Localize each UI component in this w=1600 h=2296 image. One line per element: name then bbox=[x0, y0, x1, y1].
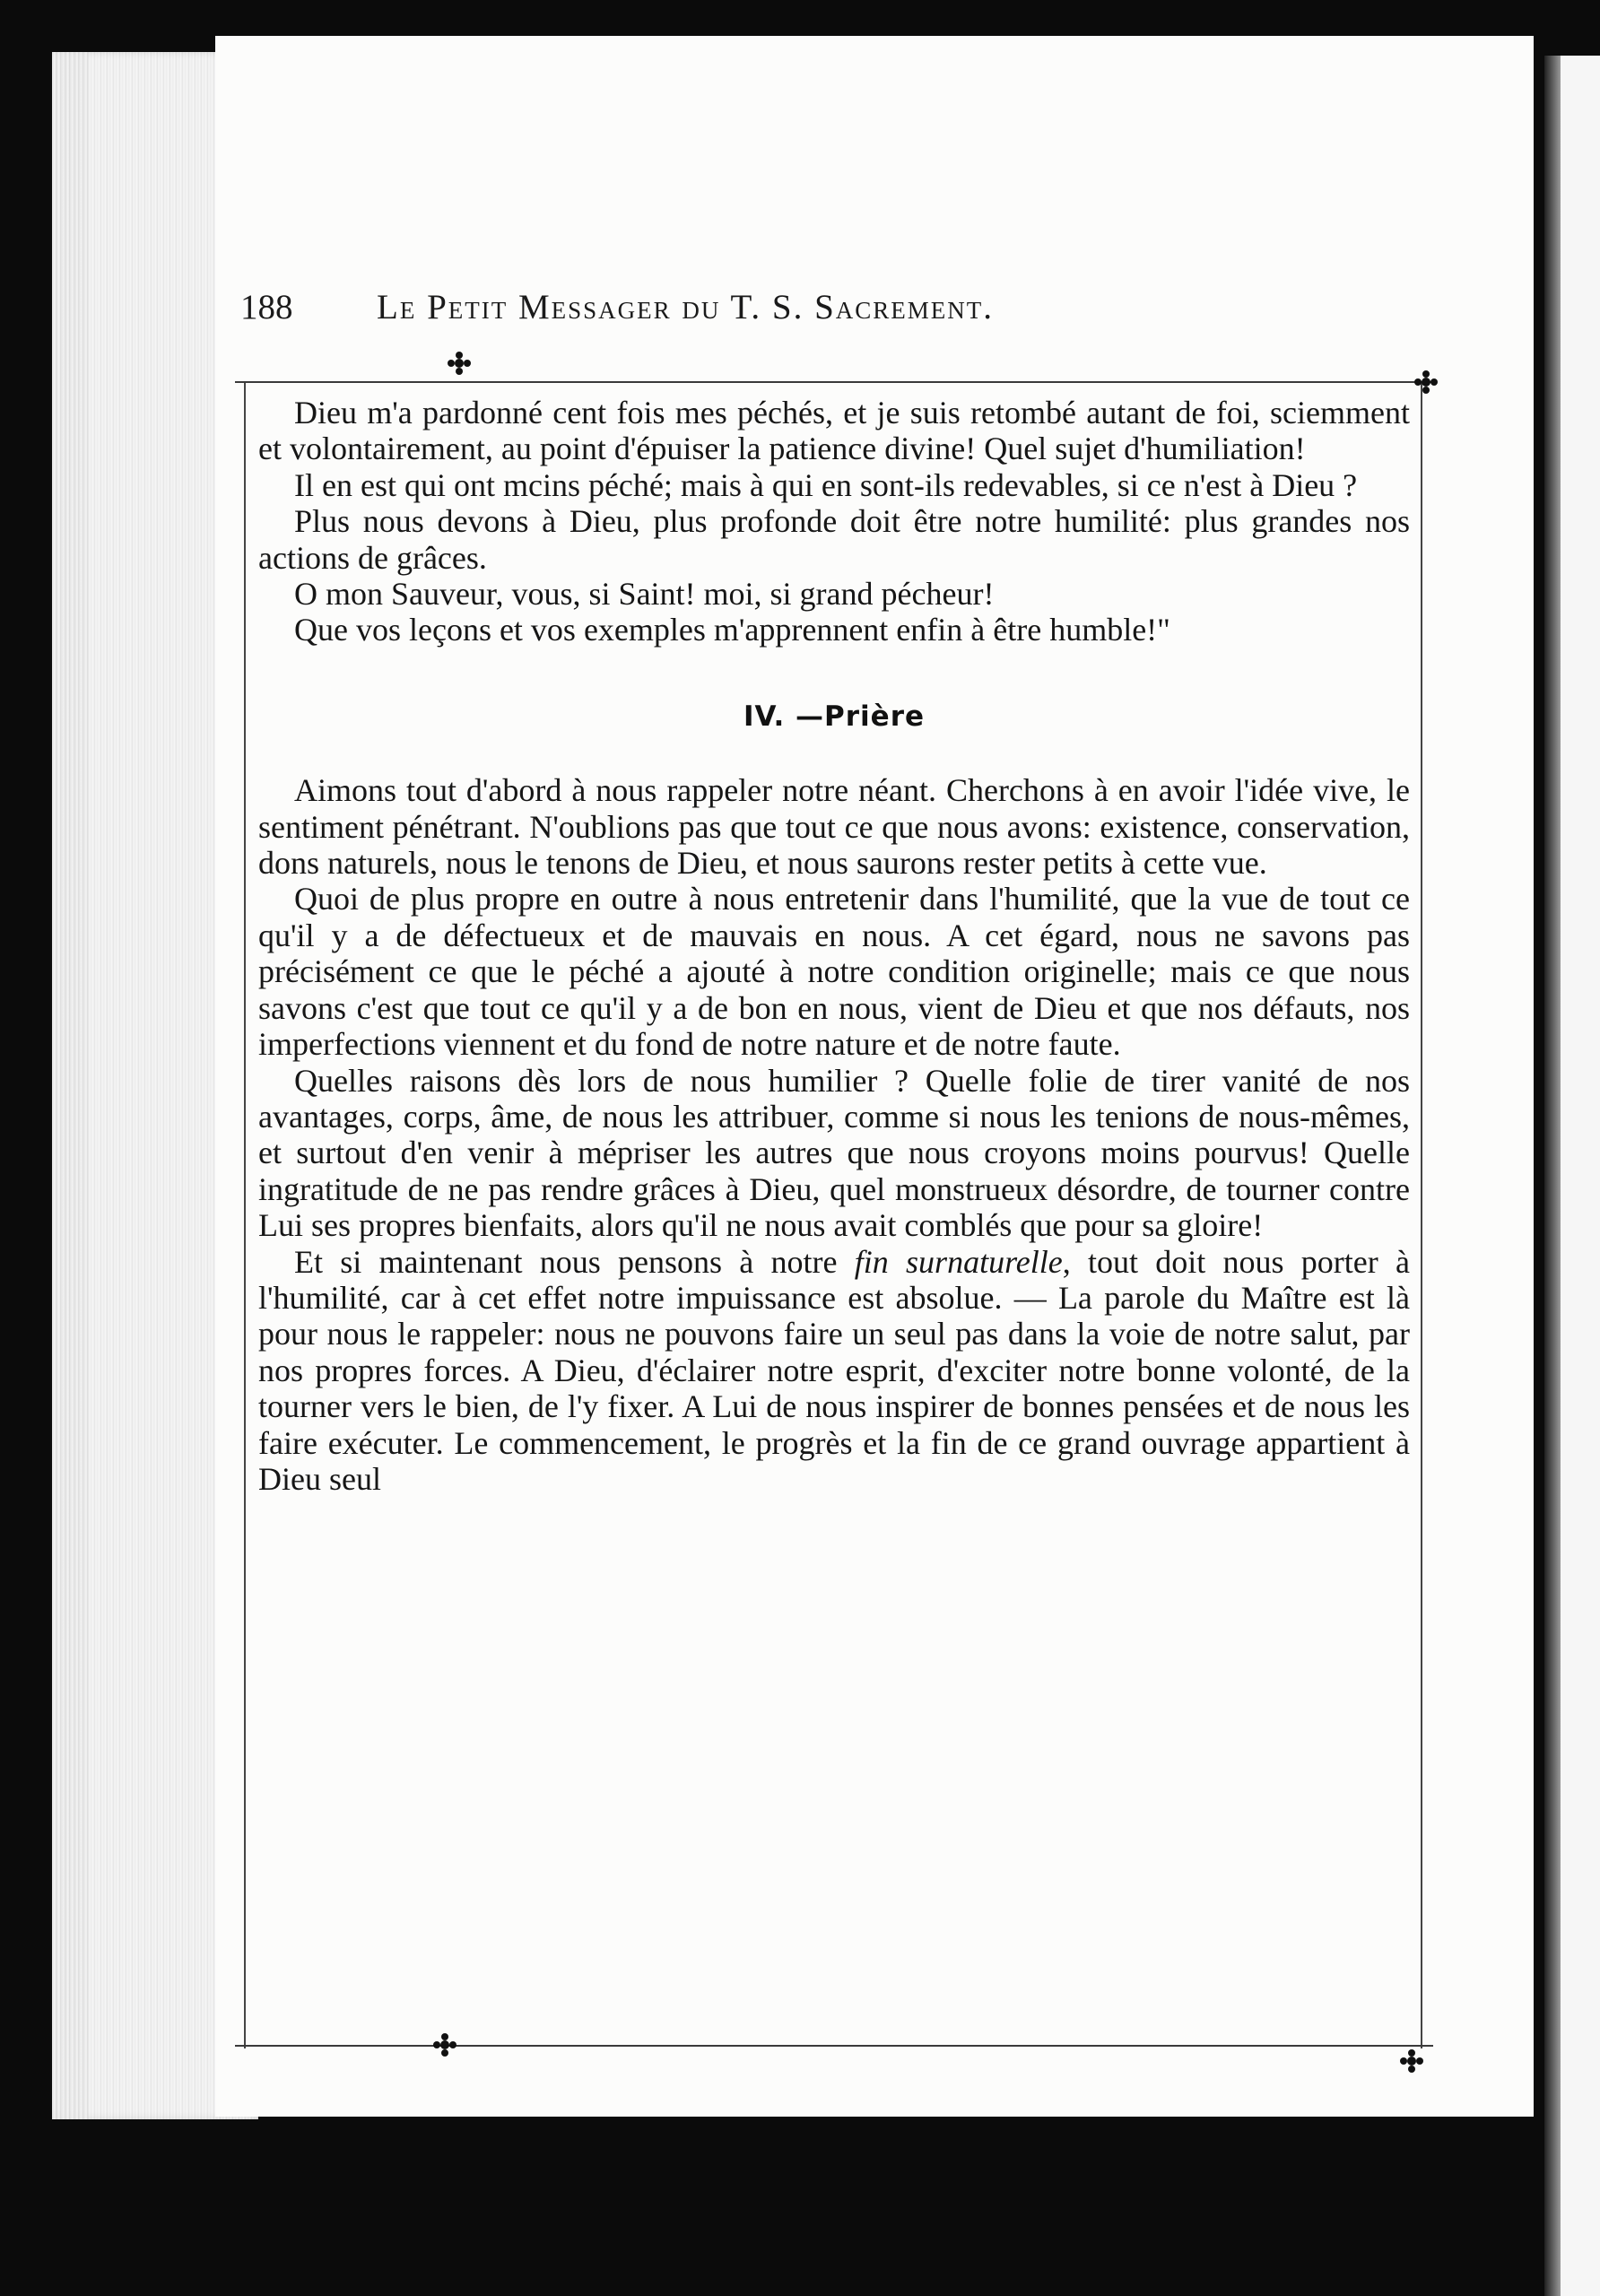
paragraph: Quoi de plus propre en outre à nous entretenir dans l'humilité, que la vue de tout ce qu'il y a de défectueux et de mauvais en nous. A cet égard, nous ne savons pas précisément ce que le péché a ajouté à notre condition originelle; mais ce que nous savons c'est que tout ce qu'il y a de bon en nous, vient de Dieu et que nos défauts, nos imperfections viennent et du fond de notre nature et de notre faute. bbox=[258, 881, 1410, 1063]
fleuron-icon bbox=[432, 2032, 457, 2057]
fleuron-icon bbox=[1413, 370, 1439, 395]
top-rule bbox=[235, 381, 1433, 383]
paragraph: Dieu m'a pardonné cent fois mes péchés, et je suis retombé autant de foi, sciemment et volontairement, au point d'épuiser la patience divine! Quel sujet d'humiliation! bbox=[258, 395, 1410, 467]
running-head bbox=[240, 287, 1317, 327]
paragraph-text: , tout doit nous porter à l'humilité, car à cet effet notre impuissance est absolue. — La parole du Maître est là pour nous le rappeler: nous ne pouvons faire un seul pas dans la voie de notre salut, par nos propres forces. A Dieu, d'éclairer notre esprit, d'exciter notre bonne volonté, de la tourner vers le bien, de l'y fixer. A Lui de nous inspirer de bonnes pensées et de nous les faire exécuter. Le commencement, le progrès et la fin de ce grand ouvrage appartient à Dieu seul bbox=[258, 1243, 1411, 1497]
paragraph: Que vos leçons et vos exemples m'apprennent enfin à être humble!" bbox=[294, 612, 1170, 648]
fleuron-icon bbox=[447, 351, 472, 376]
paragraph: Il en est qui ont mcins péché; mais à qui en sont-ils redevables, si ce n'est à Dieu ? bbox=[294, 466, 1358, 503]
body-text bbox=[258, 395, 1410, 1497]
fleuron-icon bbox=[1399, 2048, 1424, 2074]
italic-phrase: fin surnaturelle bbox=[854, 1243, 1063, 1280]
paragraph: Quelles raisons dès lors de nous humilier ? Quelle folie de tirer vanité de nos avantages, corps, âme, de nous les attribuer, comme si nous les tenions de nous-mêmes, et surtout d'en venir à mépriser les autres que nous croyons moins pourvus! Quelle ingratitude de ne pas rendre grâces à Dieu, quel monstrueux désordre, de tourner contre Lui ses propres bienfaits, alors qu'il ne nous avait comblés que pour sa gloire! bbox=[258, 1062, 1410, 1244]
paragraph bbox=[258, 1244, 1410, 1498]
paragraph-text: Et si maintenant nous pensons à notre bbox=[294, 1243, 855, 1280]
section-heading: IV. —Prière bbox=[743, 700, 926, 733]
facing-page-edge bbox=[1544, 56, 1600, 2296]
page-number: 188 bbox=[240, 288, 293, 326]
paragraph: Plus nous devons à Dieu, plus profonde doit être notre humilité: plus grandes nos actions de grâces. bbox=[258, 503, 1410, 576]
paragraph: Aimons tout d'abord à nous rappeler notre néant. Cherchons à en avoir l'idée vive, le sentiment pénétrant. N'oublions pas que tout ce que nous avons: existence, conservation, dons naturels, nous le tenons de Dieu, et nous saurons rester petits à cette vue. bbox=[258, 772, 1410, 882]
bottom-rule bbox=[235, 2045, 1433, 2047]
paragraph: O mon Sauveur, vous, si Saint! moi, si grand pécheur! bbox=[294, 576, 995, 613]
running-title: Le Petit Messager du T. S. Sacrement. bbox=[377, 288, 995, 326]
